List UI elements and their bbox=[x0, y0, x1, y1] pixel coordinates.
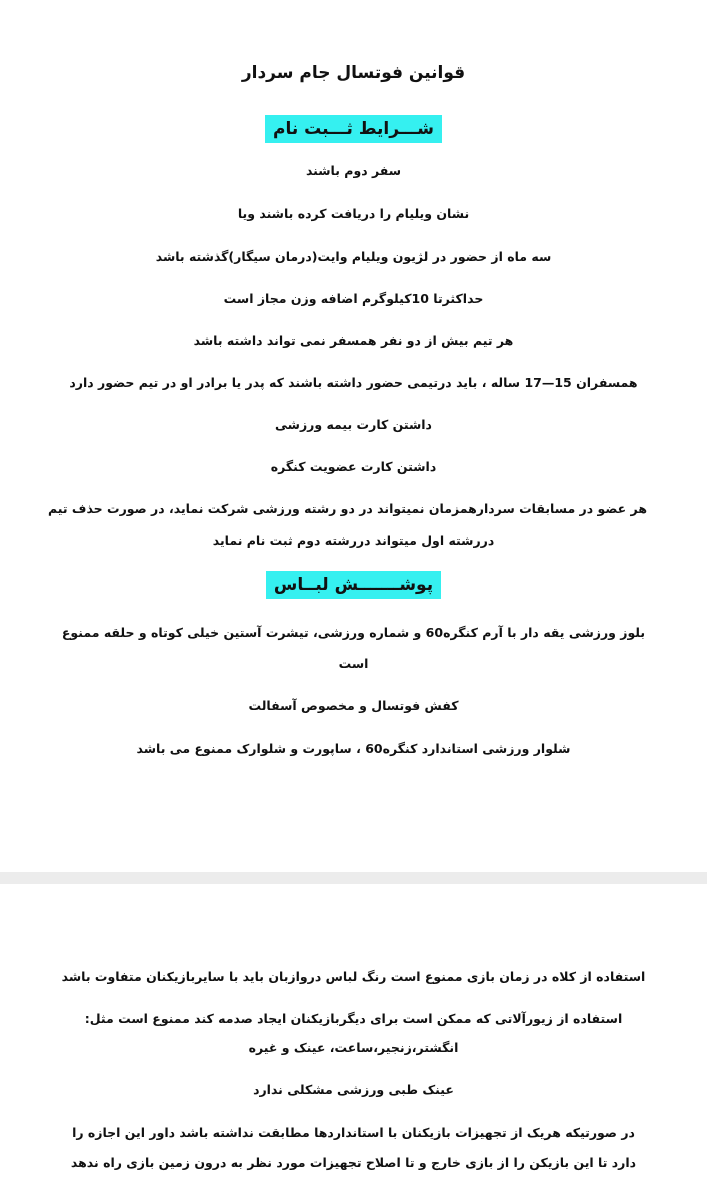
document-page-2 bbox=[0, 884, 707, 1200]
registration-heading-wrap bbox=[0, 115, 707, 143]
clothing-heading-wrap bbox=[0, 571, 707, 599]
registration-heading: شـــرایط ثـــبت نام bbox=[265, 115, 442, 143]
clothing-item: بلوز ورزشی یقه دار با آرم کنگره60 و شماره ورزشی، تیشرت آستین خیلی کوتاه و حلقه ممنوع bbox=[61, 625, 646, 640]
registration-item: هر عضو در مسابقات سردارهمزمان نمیتواند در دو رشته ورزشی شرکت نماید، در صورت حذف تیم bbox=[47, 501, 647, 516]
clothing-item: کفش فوتسال و مخصوص آسفالت bbox=[248, 698, 459, 713]
clothing-item: شلوار ورزشی استاندارد کنگره60 ، ساپورت و شلوارک ممنوع می باشد bbox=[136, 741, 571, 756]
registration-item: حداکثرتا 10کیلوگرم اضافه وزن مجاز است bbox=[223, 291, 484, 306]
rule-item: انگشتر،زنجیر،ساعت، عینک و غیره bbox=[248, 1040, 459, 1055]
rule-item: در صورتیکه هریک از تجهیزات بازیکنان با استانداردها مطابقت نداشته باشد داور این اجازه را bbox=[72, 1125, 635, 1140]
clothing-item: است bbox=[338, 656, 369, 671]
page-title: قوانین فوتسال جام سردار bbox=[241, 63, 466, 83]
registration-item: دررشته اول میتواند دررشته دوم ثبت نام نماید bbox=[212, 533, 495, 548]
page-separator bbox=[0, 872, 707, 884]
registration-item: همسفران 15—17 ساله ، باید درتیمی حضور داشته باشند که پدر یا برادر او در تیم حضور دارد bbox=[69, 375, 638, 390]
clothing-heading: پوشـــــــش لبــاس bbox=[266, 571, 441, 599]
registration-item: داشتن کارت عضویت کنگره bbox=[270, 459, 437, 474]
registration-item: هر تیم بیش از دو نفر همسفر نمی تواند داشته باشد bbox=[193, 333, 514, 348]
registration-item: سه ماه از حضور در لژیون ویلیام وایت(درمان سیگار)گذشته باشد bbox=[155, 249, 552, 264]
rule-item: استفاده از زیورآلاتی که ممکن است برای دیگربازیکنان ایجاد صدمه کند ممنوع است مثل: bbox=[84, 1011, 623, 1026]
registration-item: سفر دوم باشند bbox=[305, 163, 402, 178]
rule-item: استفاده از کلاه در زمان بازی ممنوع است رنگ لباس دروازبان باید با سایربازیکنان متفاوت باشد bbox=[61, 969, 646, 984]
registration-item: داشتن کارت بیمه ورزشی bbox=[275, 417, 432, 432]
rule-item: عینک طبی ورزشی مشکلی ندارد bbox=[253, 1082, 454, 1097]
rule-item: دارد تا این بازیکن را از بازی خارج و تا اصلاح تجهیزات مورد نظر به درون زمین بازی راه ندهد bbox=[70, 1155, 637, 1170]
registration-item: نشان ویلیام را دریافت کرده باشند ویا bbox=[237, 206, 470, 221]
